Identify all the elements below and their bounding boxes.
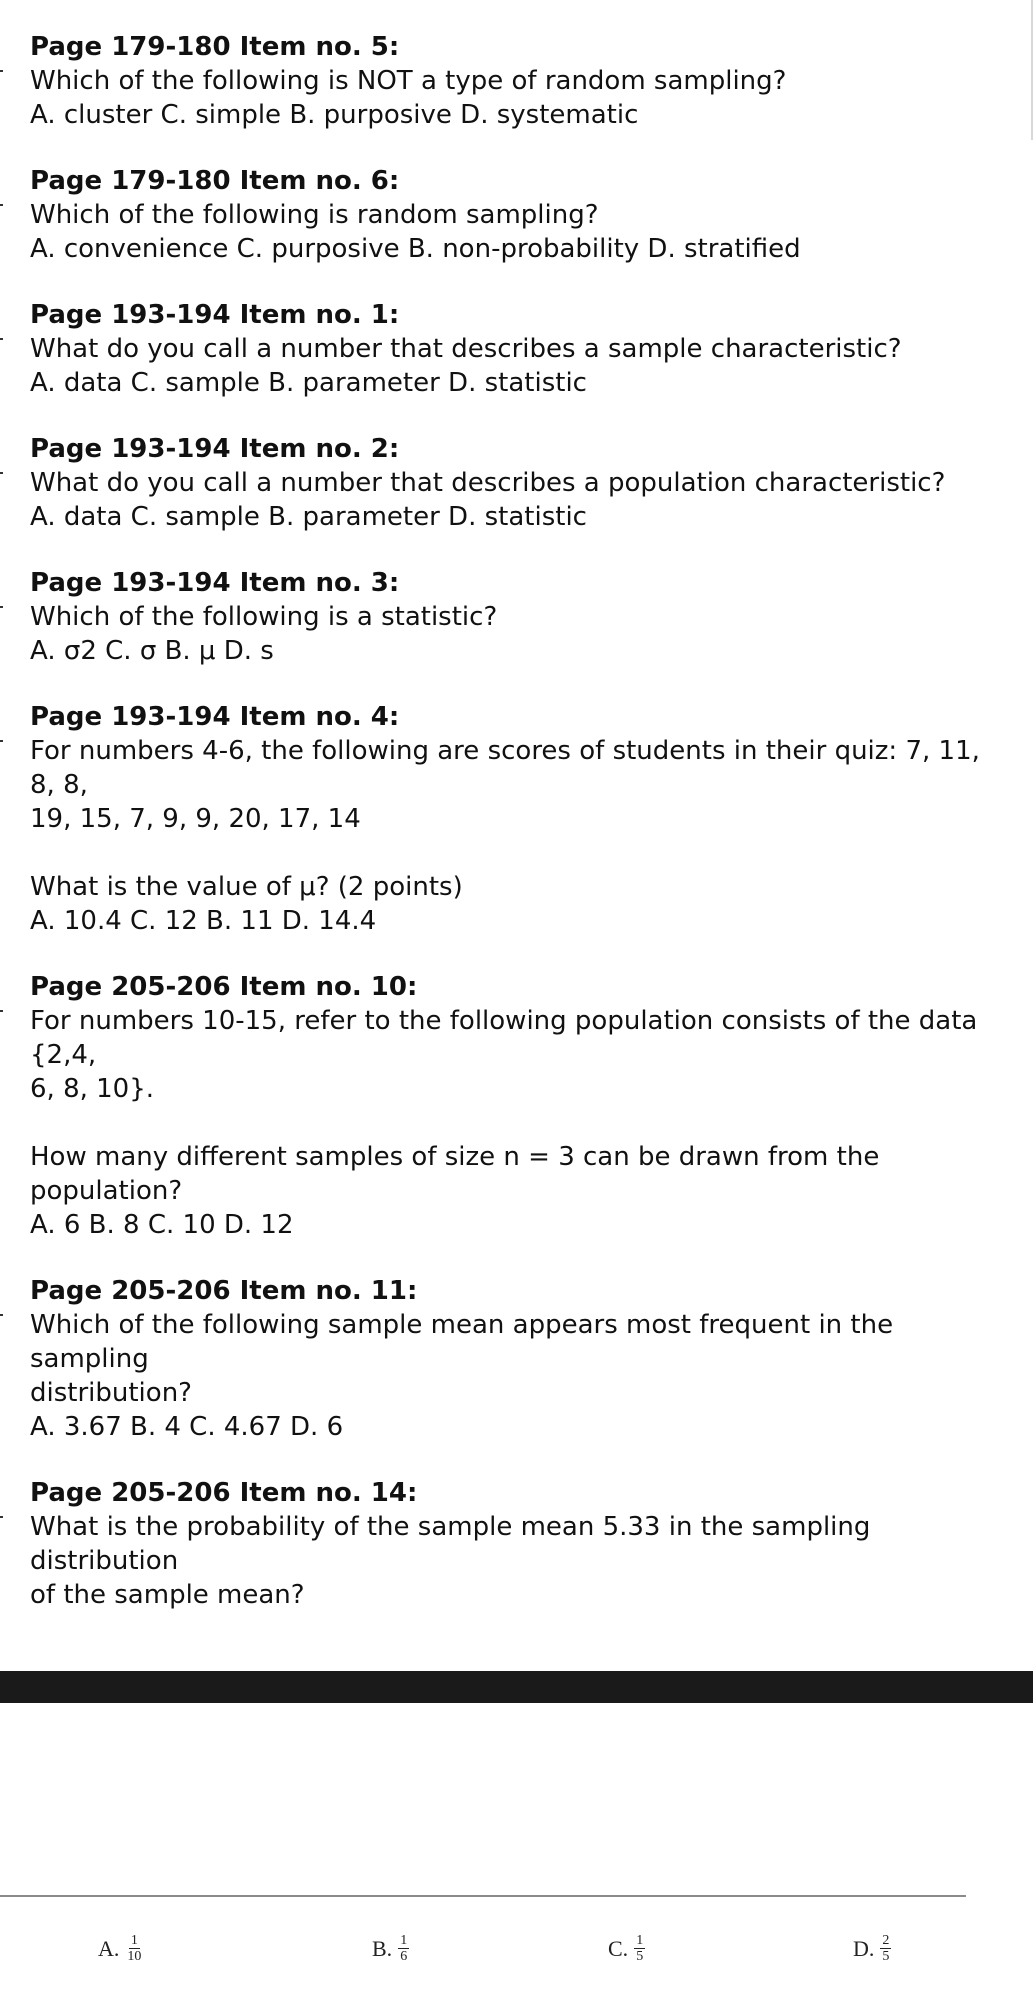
item-text-line: A. data C. sample B. parameter D. statistic [30, 368, 587, 398]
question-item [30, 432, 990, 534]
item-text-line: A. 10.4 C. 12 B. 11 D. 14.4 [30, 906, 377, 936]
item-text-line: 6, 8, 10}. [30, 1074, 155, 1104]
item-text-line: What is the value of μ? (2 points) [30, 872, 463, 902]
item-heading: Page 193-194 Item no. 2: [30, 434, 400, 464]
margin-tick [0, 70, 3, 72]
question-item [30, 298, 990, 400]
fraction-denominator: 5 [882, 1949, 890, 1964]
item-text-line: Which of the following is a statistic? [30, 602, 498, 632]
fraction-numerator: 1 [400, 1933, 408, 1948]
item-text-line: How many different samples of size n = 3 can be drawn from the population? [30, 1142, 880, 1206]
fraction-choice [98, 1933, 143, 1964]
fraction-numerator: 1 [130, 1933, 138, 1948]
choice-label: D. [853, 1935, 875, 1961]
item-text-line: What do you call a number that describes a population characteristic? [30, 468, 946, 498]
item-heading: Page 205-206 Item no. 10: [30, 972, 418, 1002]
embedded-answer-image [0, 1895, 1033, 1997]
item-heading: Page 205-206 Item no. 11: [30, 1276, 418, 1306]
item-heading: Page 179-180 Item no. 5: [30, 32, 400, 62]
margin-tick [0, 338, 3, 340]
fraction [125, 1933, 143, 1964]
fraction-numerator: 1 [636, 1933, 644, 1948]
item-text-line: A. convenience C. purposive B. non-probability D. stratified [30, 234, 801, 264]
question-item [30, 30, 990, 132]
item-text-line: A. cluster C. simple B. purposive D. systematic [30, 100, 639, 130]
item-heading: Page 205-206 Item no. 14: [30, 1478, 418, 1508]
fraction-denominator: 6 [400, 1949, 408, 1964]
question-item [30, 1274, 990, 1444]
margin-tick [0, 472, 3, 474]
choice-label: C. [608, 1935, 629, 1961]
margin-tick [0, 606, 3, 608]
item-text-line: What is the probability of the sample mean 5.33 in the sampling distribution [30, 1512, 871, 1576]
item-text-line: A. σ2 C. σ B. μ D. s [30, 636, 274, 666]
margin-tick [0, 1314, 3, 1316]
fraction-choice [608, 1933, 645, 1964]
margin-tick [0, 740, 3, 742]
item-text-line: What do you call a number that describes a sample characteristic? [30, 334, 902, 364]
item-text-line: of the sample mean? [30, 1580, 305, 1610]
choice-label: B. [372, 1935, 393, 1961]
fraction [880, 1933, 891, 1964]
image-divider-bar [0, 1671, 1033, 1703]
item-text-line: Which of the following sample mean appears most frequent in the sampling [30, 1310, 894, 1374]
item-text-line: distribution? [30, 1378, 192, 1408]
fraction-denominator: 10 [127, 1949, 142, 1964]
item-heading: Page 193-194 Item no. 1: [30, 300, 400, 330]
item-heading: Page 193-194 Item no. 3: [30, 568, 400, 598]
question-item [30, 566, 990, 668]
blank-line [30, 1106, 990, 1140]
item-text-line: A. 6 B. 8 C. 10 D. 12 [30, 1210, 294, 1240]
margin-tick [0, 1010, 3, 1012]
item-text-line: Which of the following is NOT a type of random sampling? [30, 66, 787, 96]
question-item [30, 970, 990, 1242]
item-text-line: 19, 15, 7, 9, 9, 20, 17, 14 [30, 804, 361, 834]
margin-tick [0, 1516, 3, 1518]
item-heading: Page 193-194 Item no. 4: [30, 702, 400, 732]
item-text-line: For numbers 10-15, refer to the following population consists of the data {2,4, [30, 1006, 978, 1070]
fraction-choice [372, 1933, 409, 1964]
question-list [30, 30, 990, 1644]
item-text-line: For numbers 4-6, the following are scores of students in their quiz: 7, 11, 8, 8, [30, 736, 980, 800]
fraction [398, 1933, 409, 1964]
item-heading: Page 179-180 Item no. 6: [30, 166, 400, 196]
fraction-choice [853, 1933, 891, 1964]
item-text-line: A. data C. sample B. parameter D. statistic [30, 502, 587, 532]
fraction-numerator: 2 [882, 1933, 890, 1948]
question-item [30, 700, 990, 938]
question-item [30, 1476, 990, 1612]
question-item [30, 164, 990, 266]
item-text-line: A. 3.67 B. 4 C. 4.67 D. 6 [30, 1412, 344, 1442]
blank-line [30, 836, 990, 870]
margin-tick [0, 204, 3, 206]
fraction-denominator: 5 [636, 1949, 644, 1964]
fraction [634, 1933, 645, 1964]
choice-label: A. [98, 1935, 120, 1961]
item-text-line: Which of the following is random sampling? [30, 200, 599, 230]
image-rule-line [0, 1895, 966, 1897]
